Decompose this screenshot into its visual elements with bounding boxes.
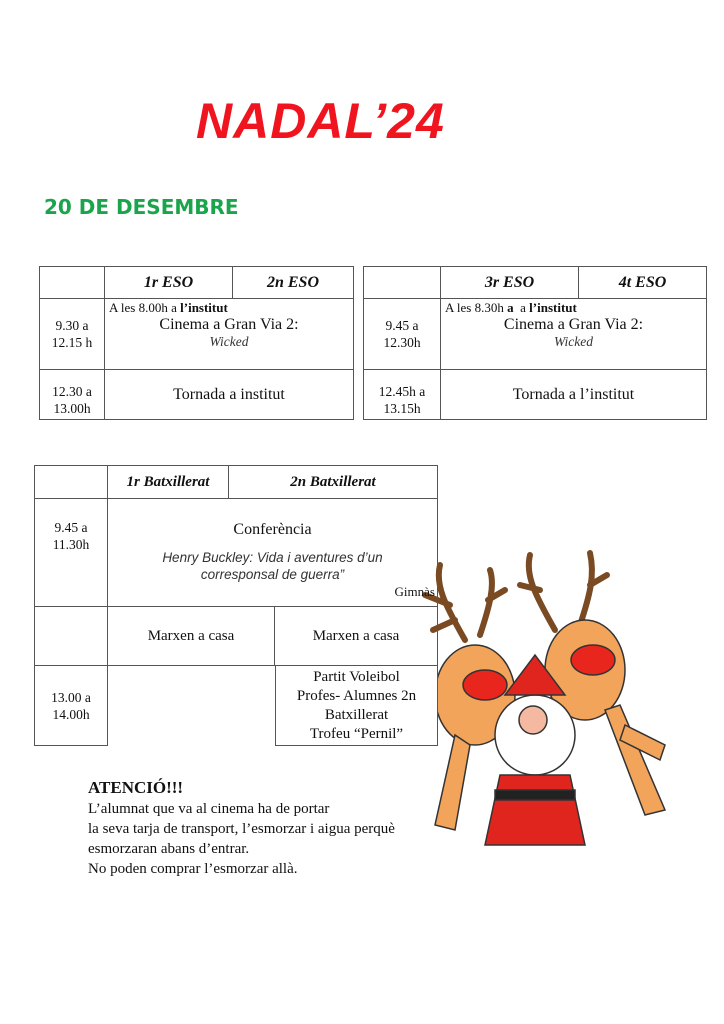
activity-cell: [104, 298, 354, 370]
time-start: 12.30 a: [52, 384, 92, 399]
reindeer-santa-illustration: [395, 545, 705, 885]
notice-line: No poden comprar l’esmorzar allà.: [88, 861, 298, 877]
activity-name: Conferència: [233, 521, 312, 538]
meeting-time: A les 8.30h: [445, 300, 508, 315]
page-title: NADAL’24: [196, 93, 445, 149]
conference-cell: [107, 498, 438, 607]
meeting-info: [441, 300, 577, 316]
activity-line: Trofeu “Pernil”: [309, 725, 404, 742]
film-title: Wicked: [554, 334, 593, 349]
time-start: 12.45h a: [378, 384, 426, 399]
empty-header-cell: [39, 266, 105, 299]
empty-time-cell: [34, 606, 108, 666]
meeting-place: l’institut: [529, 300, 577, 315]
header-2n-batxillerat: 2n Batxillerat: [228, 465, 438, 499]
activity-line: Partit Voleibol: [313, 668, 400, 685]
activity-line: Profes- Alumnes 2n: [296, 687, 417, 704]
activity-line: Batxillerat: [324, 706, 389, 723]
meeting-word: a: [513, 300, 530, 315]
notice-line: la seva tarja de transport, l’esmorzar i aigua perquè: [88, 821, 395, 837]
film-title: Wicked: [209, 334, 249, 349]
header-1r-batxillerat: 1r Batxillerat: [107, 465, 229, 499]
notice: [88, 778, 395, 879]
time-end: 14.00h: [52, 706, 90, 722]
date-heading: 20 DE DESEMBRE: [44, 195, 239, 219]
activity-cell: Tornada a l’institut: [440, 369, 707, 420]
location: Gimnàs: [394, 584, 435, 599]
time-end: 13.00h: [53, 401, 91, 416]
meeting-time: A les 8.00h a: [109, 300, 181, 315]
time-start: 9.30 a: [55, 318, 89, 333]
time-start: 9.45 a: [385, 318, 419, 333]
activity-cell: Tornada a institut: [104, 369, 354, 420]
empty-header-cell: [34, 465, 108, 499]
header-1r-eso: 1r ESO: [104, 266, 233, 299]
empty-header-cell: [363, 266, 441, 299]
activity-cell: Marxen a casa: [107, 606, 275, 666]
time-cell: [34, 498, 108, 607]
header-4t-eso: 4t ESO: [578, 266, 707, 299]
subtitle-line: corresponsal de guerra”: [200, 567, 345, 582]
notice-heading: ATENCIÓ!!!: [88, 778, 184, 797]
time-cell: [39, 298, 105, 370]
activity-name: Cinema a Gran Via 2:: [159, 316, 299, 333]
meeting-word: a: [507, 300, 514, 315]
header-3r-eso: 3r ESO: [440, 266, 579, 299]
time-start: 13.00 a: [51, 689, 91, 705]
notice-line: esmorzaran abans d’entrar.: [88, 841, 250, 857]
activity-cell: [440, 298, 707, 370]
time-cell: [363, 369, 441, 420]
volleyball-cell: [275, 665, 438, 746]
time-start: 9.45 a: [54, 520, 88, 535]
meeting-info: [105, 300, 228, 316]
activity-name: Cinema a Gran Via 2:: [503, 316, 644, 333]
time-end: 11.30h: [52, 537, 90, 552]
notice-line: L’alumnat que va al cinema ha de portar: [88, 801, 330, 817]
subtitle-line: Henry Buckley: Vida i aventures d’un: [162, 550, 383, 565]
conference-subtitle: [162, 549, 382, 583]
time-cell: [34, 665, 108, 746]
header-2n-eso: 2n ESO: [232, 266, 354, 299]
time-end: 13.15h: [383, 401, 421, 416]
time-cell: [39, 369, 105, 420]
time-end: 12.15 h: [51, 335, 93, 350]
time-cell: [363, 298, 441, 370]
time-end: 12.30h: [383, 335, 421, 350]
activity-cell: Marxen a casa: [274, 606, 438, 666]
meeting-place: l’institut: [180, 300, 228, 315]
